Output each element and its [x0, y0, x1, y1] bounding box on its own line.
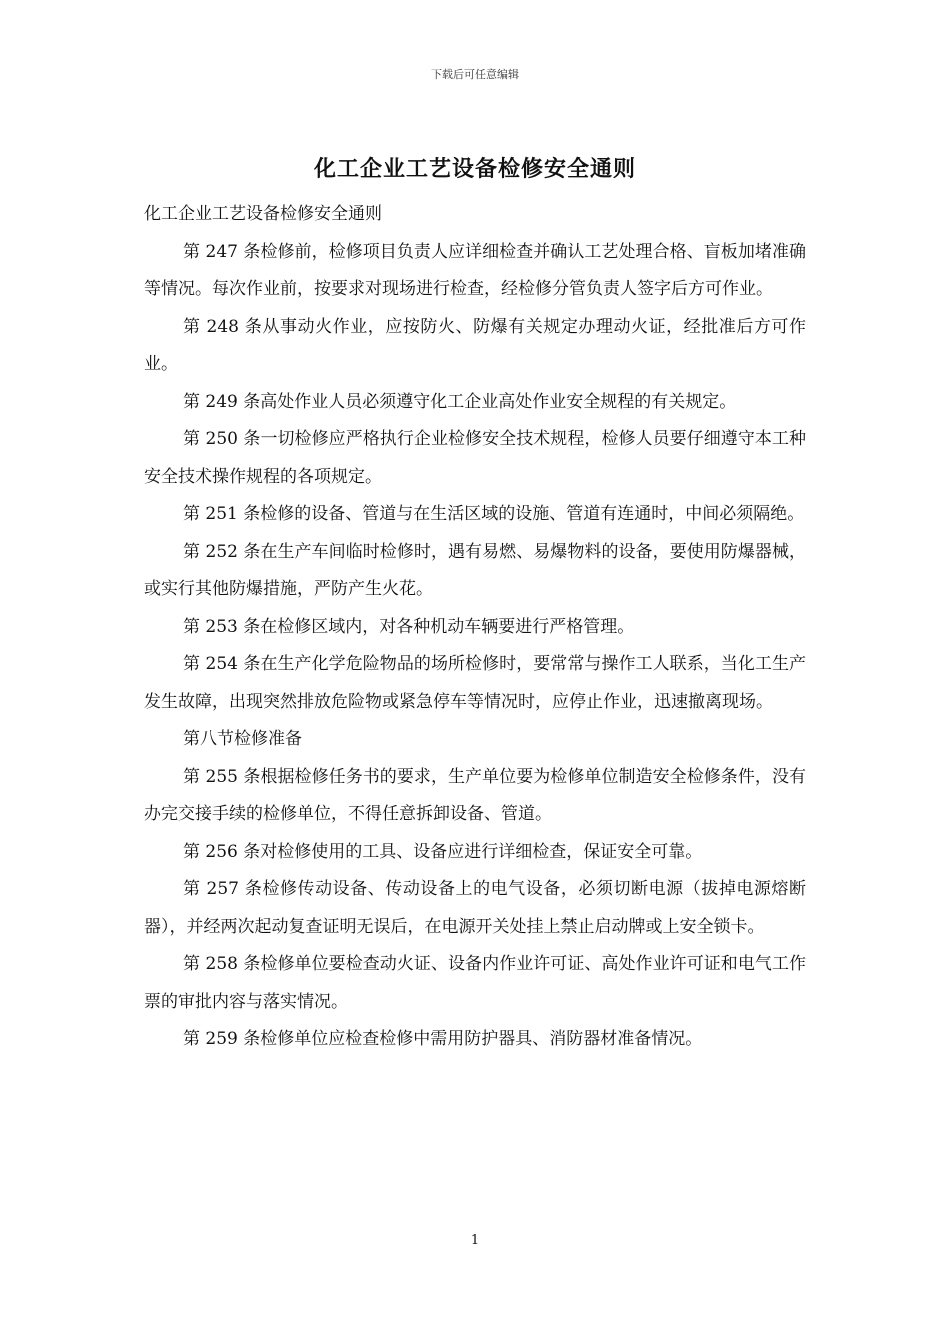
paragraph-article-252: 第 252 条在生产车间临时检修时，遇有易燃、易爆物料的设备，要使用防爆器械，或实行其他防爆措施，严防产生火花。: [144, 541, 806, 599]
paragraph-article-259: 第 259 条检修单位应检查检修中需用防护器具、消防器材准备情况。: [183, 1029, 703, 1049]
page-header: 下载后可任意编辑: [431, 68, 519, 81]
page-number: 1: [470, 1233, 480, 1248]
paragraph-article-257: 第 257 条检修传动设备、传动设备上的电气设备，必须切断电源（拔掉电源熔断器），并经两次起动复查证明无误后，在电源开关处挂上禁止启动牌或上安全锁卡。: [144, 879, 806, 937]
section-heading: 第八节检修准备: [183, 729, 302, 749]
paragraph-article-253: 第 253 条在检修区域内，对各种机动车辆要进行严格管理。: [183, 616, 635, 637]
paragraph-article-255: 第 255 条根据检修任务书的要求，生产单位要为检修单位制造安全检修条件，没有办完交接手续的检修单位，不得任意拆卸设备、管道。: [144, 766, 806, 824]
document-title: 化工企业工艺设备检修安全通则: [313, 156, 636, 182]
paragraph-article-254: 第 254 条在生产化学危险物品的场所检修时，要常常与操作工人联系，当化工生产发生故障，出现突然排放危险物或紧急停车等情况时，应停止作业，迅速撤离现场。: [144, 654, 806, 712]
document-body: [144, 196, 806, 1059]
paragraph-article-258: 第 258 条检修单位要检查动火证、设备内作业许可证、高处作业许可证和电气工作票的审批内容与落实情况。: [144, 954, 806, 1012]
paragraph-article-248: 第 248 条从事动火作业，应按防火、防爆有关规定办理动火证，经批准后方可作业。: [144, 316, 806, 374]
paragraph-article-250: 第 250 条一切检修应严格执行企业检修安全技术规程，检修人员要仔细遵守本工种安全技术操作规程的各项规定。: [144, 429, 806, 487]
paragraph-subtitle: 化工企业工艺设备检修安全通则: [144, 204, 382, 224]
paragraph-article-247: 第 247 条检修前，检修项目负责人应详细检查并确认工艺处理合格、盲板加堵准确等情况。每次作业前，按要求对现场进行检查，经检修分管负责人签字后方可作业。: [144, 241, 806, 299]
paragraph-article-256: 第 256 条对检修使用的工具、设备应进行详细检查，保证安全可靠。: [183, 841, 703, 862]
paragraph-article-251: 第 251 条检修的设备、管道与在生活区域的设施、管道有连通时，中间必须隔绝。: [183, 504, 805, 524]
paragraph-article-249: 第 249 条高处作业人员必须遵守化工企业高处作业安全规程的有关规定。: [183, 391, 737, 412]
